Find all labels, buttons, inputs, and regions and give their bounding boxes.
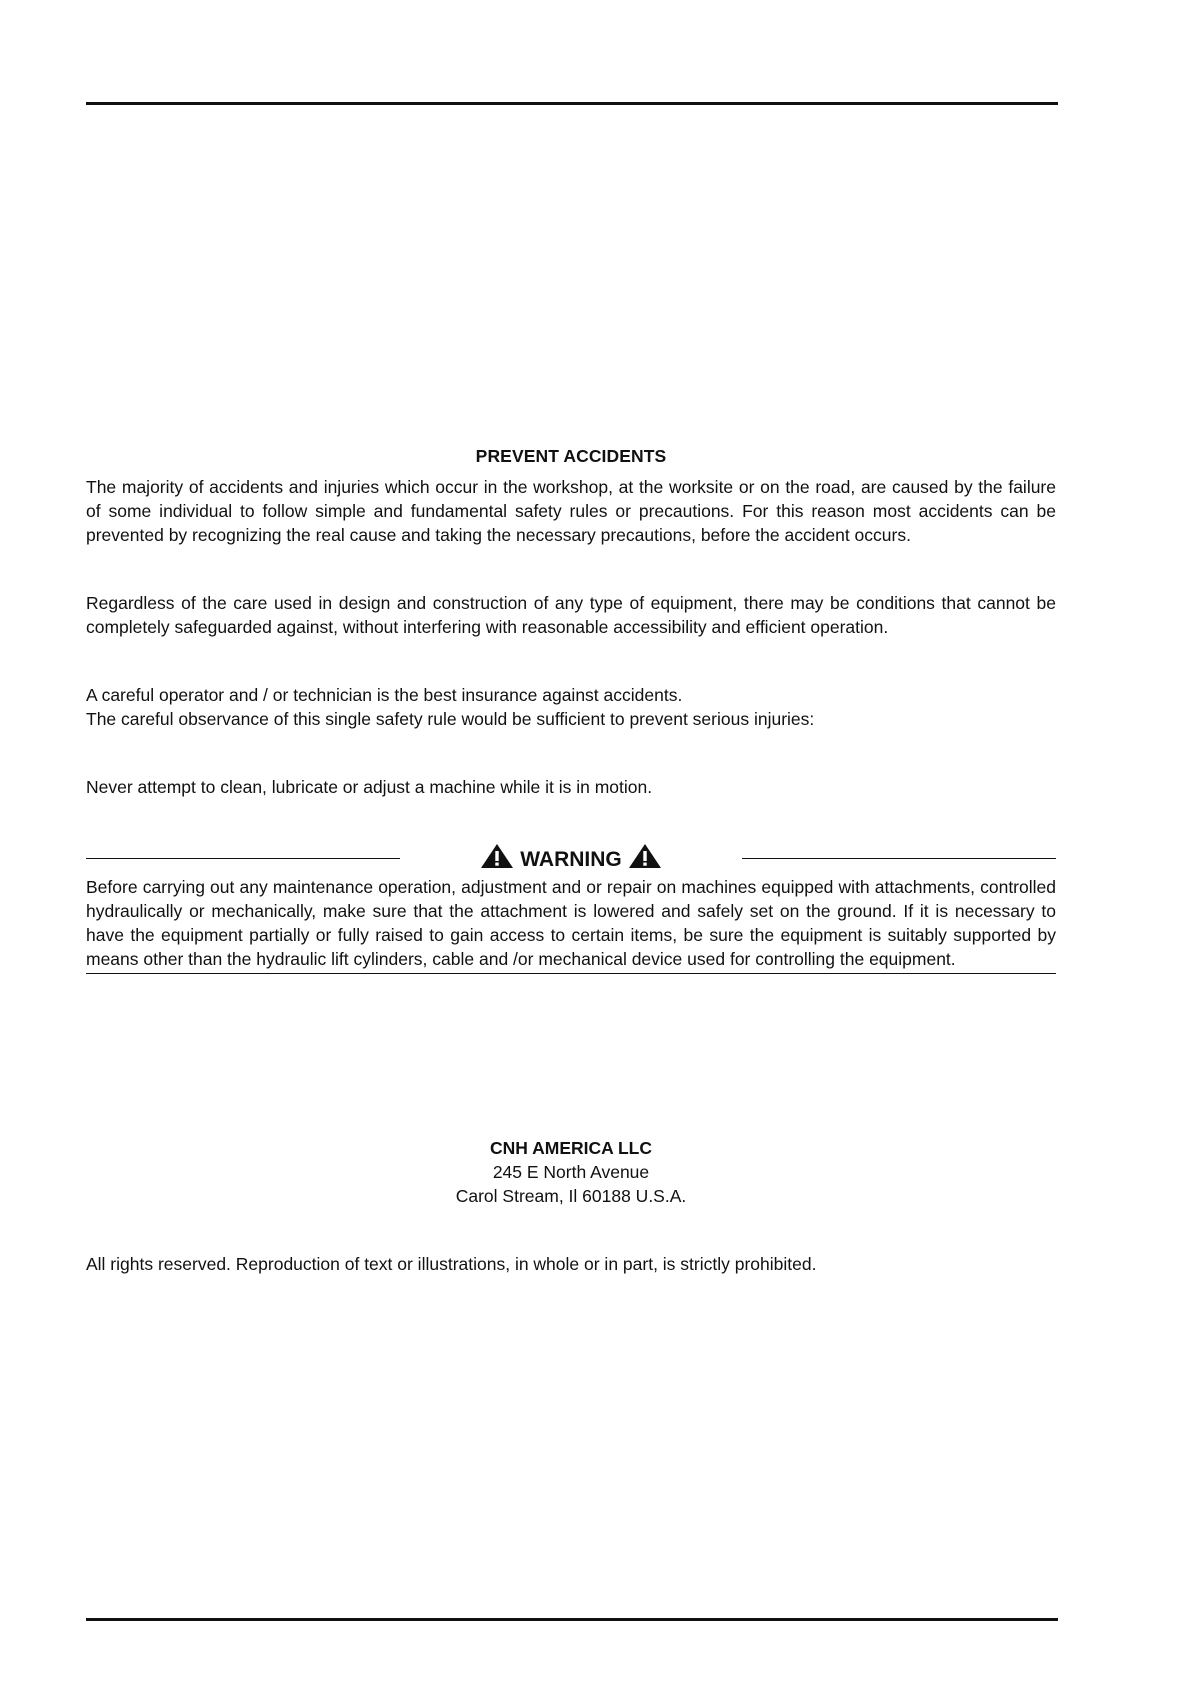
paragraph-careful-operator: A careful operator and / or technician is the best insurance against accidents. xyxy=(86,685,683,705)
warning-triangle-icon xyxy=(628,843,662,869)
paragraph-regardless: Regardless of the care used in design and construction of any type of equipment, there may be conditions that cannot be completely safeguarded against, without interfering with reasonable accessibility and efficient operation. xyxy=(86,593,1056,637)
company-name: CNH AMERICA LLC xyxy=(489,1138,653,1158)
page-heading: PREVENT ACCIDENTS xyxy=(475,446,667,466)
warning-body: Before carrying out any maintenance operation, adjustment and or repair on machines equipped with attachments, controlled hydraulically or mechanically, make sure that the attachment is lowered and safely set on the ground. If it is necessary to have the equipment partially or fully raised to gain access to certain items, be sure the equipment is suitably supported by means other than the hydraulic lift cylinders, cable and /or mechanical device used for controlling the equipment. xyxy=(86,875,1056,974)
company-address-line2: Carol Stream, Il 60188 U.S.A. xyxy=(455,1186,687,1206)
paragraph-never-attempt: Never attempt to clean, lubricate or adjust a machine while it is in motion. xyxy=(86,777,653,797)
bottom-rule xyxy=(86,1618,1058,1621)
warning-triangle-icon xyxy=(480,843,514,869)
warning-title xyxy=(86,843,1056,875)
rights-notice: All rights reserved. Reproduction of text or illustrations, in whole or in part, is strictly prohibited. xyxy=(86,1254,817,1274)
paragraph-careful-observance: The careful observance of this single safety rule would be sufficient to prevent serious injuries: xyxy=(86,709,815,729)
top-rule xyxy=(86,102,1058,105)
warning-header xyxy=(86,843,1056,873)
paragraph-majority: The majority of accidents and injuries which occur in the workshop, at the worksite or on the road, are caused by the failure of some individual to follow simple and fundamental safety rules or precautions. For this reason most accidents can be prevented by recognizing the real cause and taking the necessary precautions, before the accident occurs. xyxy=(86,477,1056,545)
warning-label: WARNING xyxy=(520,848,622,871)
page-content xyxy=(86,446,1056,1294)
company-address-line1: 245 E North Avenue xyxy=(492,1162,650,1182)
company-block xyxy=(86,1136,1056,1208)
